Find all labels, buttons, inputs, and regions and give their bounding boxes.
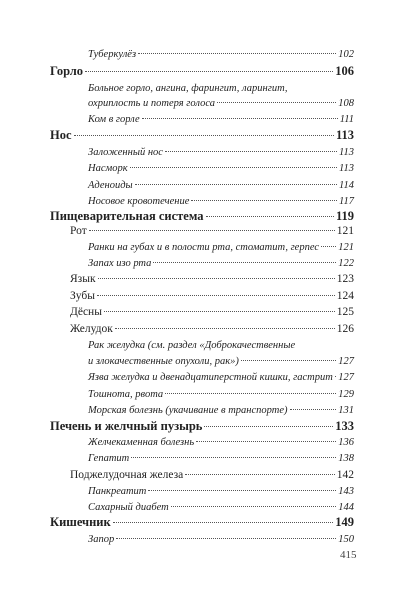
toc-entry bbox=[88, 146, 354, 159]
toc-entry-page: 143 bbox=[338, 486, 354, 497]
toc-entry-page: 150 bbox=[338, 534, 354, 545]
toc-entry-title: Аденоиды bbox=[88, 180, 133, 191]
toc-section-page: 106 bbox=[335, 64, 354, 78]
toc-entry-title: Тошнота, рвота bbox=[88, 389, 164, 400]
toc-section-title: Нос bbox=[50, 128, 72, 142]
toc-subsection-title: Язык bbox=[70, 273, 96, 285]
dot-leader bbox=[153, 262, 336, 263]
toc-entry bbox=[88, 195, 354, 208]
dot-leader bbox=[89, 230, 335, 231]
toc-subsection bbox=[70, 469, 354, 482]
toc-entry-title-line1: Рак желудка (см. раздел «Доброкачественные bbox=[88, 340, 296, 351]
toc-entry-page: 113 bbox=[339, 147, 354, 158]
toc-entry bbox=[88, 404, 354, 417]
toc-entry-title: и злокачественные опухоли, рак») bbox=[88, 356, 239, 367]
dot-leader bbox=[204, 426, 333, 427]
toc-section-page: 119 bbox=[335, 209, 354, 223]
toc-entry-title: охриплость и потеря голоса bbox=[88, 98, 215, 109]
toc-section bbox=[50, 516, 354, 529]
dot-leader bbox=[206, 216, 334, 217]
toc-section bbox=[50, 129, 354, 142]
toc-subsection-title: Зубы bbox=[70, 290, 95, 302]
toc-entry-title: Панкреатит bbox=[88, 486, 147, 497]
dot-leader bbox=[217, 102, 336, 103]
toc-entry bbox=[88, 533, 354, 546]
toc-entry-page: 113 bbox=[339, 163, 354, 174]
dot-leader bbox=[335, 376, 336, 377]
dot-leader bbox=[241, 360, 336, 361]
toc-entry-page: 136 bbox=[338, 437, 354, 448]
toc-entry bbox=[88, 485, 354, 498]
dot-leader bbox=[115, 328, 335, 329]
toc-entry-title: Ранки на губах и в полости рта, стоматит, герпес bbox=[88, 242, 320, 253]
toc-entry-page: 127 bbox=[338, 356, 354, 367]
toc-entry-page: 121 bbox=[338, 242, 354, 253]
toc-subsection-page: 123 bbox=[336, 273, 354, 285]
dot-leader bbox=[135, 184, 337, 185]
dot-leader bbox=[104, 311, 335, 312]
toc-entry-page: 127 bbox=[338, 372, 354, 383]
toc-entry-title: Носовое кровотечение bbox=[88, 196, 190, 207]
dot-leader bbox=[165, 151, 337, 152]
toc-entry-page: 144 bbox=[338, 502, 354, 513]
toc-entry-page: 111 bbox=[339, 114, 354, 125]
toc-entry bbox=[88, 355, 354, 368]
toc-subsection-page: 121 bbox=[336, 225, 354, 237]
toc-entry bbox=[88, 241, 354, 254]
toc-section-title: Кишечник bbox=[50, 515, 111, 529]
toc-entry-page: 114 bbox=[339, 180, 354, 191]
toc-subsection-page: 142 bbox=[336, 469, 354, 481]
toc-section bbox=[50, 210, 354, 223]
toc-entry bbox=[88, 179, 354, 192]
toc-entry-page: 102 bbox=[338, 49, 354, 60]
toc-entry bbox=[88, 371, 354, 384]
toc-entry bbox=[88, 388, 354, 401]
page-number: 415 bbox=[340, 549, 357, 561]
toc-subsection bbox=[70, 290, 354, 303]
dot-leader bbox=[97, 295, 335, 296]
toc-entry-page: 108 bbox=[338, 98, 354, 109]
dot-leader bbox=[290, 409, 337, 410]
toc-entry-title: Язва желудка и двенадцатиперстной кишки, гастрит bbox=[88, 372, 333, 383]
toc-subsection-title: Поджелудочная железа bbox=[70, 469, 184, 481]
toc-entry-page: 138 bbox=[338, 453, 354, 464]
dot-leader bbox=[171, 506, 337, 507]
dot-leader bbox=[185, 474, 334, 475]
toc-subsection-title: Рот bbox=[70, 225, 87, 237]
dot-leader bbox=[196, 441, 336, 442]
toc-entry bbox=[88, 162, 354, 175]
toc-subsection bbox=[70, 273, 354, 286]
toc-entry-line1 bbox=[88, 339, 354, 352]
toc-entry bbox=[88, 436, 354, 449]
dot-leader bbox=[191, 200, 337, 201]
toc-entry-title: Гепатит bbox=[88, 453, 130, 464]
toc-entry bbox=[88, 501, 354, 514]
toc-entry-title: Заложенный нос bbox=[88, 147, 163, 158]
toc-entry bbox=[88, 48, 354, 61]
toc-entry-title: Туберкулёз bbox=[88, 49, 137, 60]
toc-section-page: 149 bbox=[335, 515, 354, 529]
dot-leader bbox=[321, 246, 336, 247]
toc-subsection bbox=[70, 306, 354, 319]
toc-entry-line1 bbox=[88, 82, 354, 95]
toc-subsection-page: 125 bbox=[336, 306, 354, 318]
toc-entry bbox=[88, 113, 354, 126]
toc-entry-title: Насморк bbox=[88, 163, 128, 174]
dot-leader bbox=[138, 53, 336, 54]
dot-leader bbox=[116, 538, 336, 539]
toc-entry-title: Запор bbox=[88, 534, 115, 545]
toc-subsection bbox=[70, 323, 354, 336]
toc-section-title: Пищеварительная система bbox=[50, 209, 204, 223]
dot-leader bbox=[148, 490, 336, 491]
toc-entry-title: Сахарный диабет bbox=[88, 502, 169, 513]
toc-subsection-page: 126 bbox=[336, 323, 354, 335]
dot-leader bbox=[142, 118, 338, 119]
dot-leader bbox=[98, 278, 335, 279]
toc-entry bbox=[88, 97, 354, 110]
dot-leader bbox=[130, 167, 337, 168]
toc-subsection-title: Желудок bbox=[70, 323, 113, 335]
toc-entry-page: 131 bbox=[338, 405, 354, 416]
toc-subsection-page: 124 bbox=[336, 290, 354, 302]
toc-section bbox=[50, 65, 354, 78]
dot-leader bbox=[113, 522, 334, 523]
toc-entry-page: 129 bbox=[338, 389, 354, 400]
toc-entry bbox=[88, 452, 354, 465]
toc-subsection-title: Дёсны bbox=[70, 306, 102, 318]
toc-subsection bbox=[70, 225, 354, 238]
toc-entry-title: Желчекаменная болезнь bbox=[88, 437, 195, 448]
toc-section-page: 113 bbox=[335, 128, 354, 142]
toc-entry-title: Запах изо рта bbox=[88, 258, 152, 269]
dot-leader bbox=[74, 135, 334, 136]
dot-leader bbox=[85, 71, 333, 72]
toc-entry-title: Ком в горле bbox=[88, 114, 140, 125]
toc-section-title: Горло bbox=[50, 64, 84, 78]
toc-section-title: Печень и желчный пузырь bbox=[50, 419, 203, 433]
toc-entry bbox=[88, 257, 354, 270]
toc-section-page: 133 bbox=[335, 419, 354, 433]
toc-entry-title: Морская болезнь (укачивание в транспорте) bbox=[88, 405, 288, 416]
toc-entry-page: 117 bbox=[339, 196, 354, 207]
toc-entry-title-line1: Больное горло, ангина, фарингит, ларингит, bbox=[88, 83, 288, 94]
toc-entry-page: 122 bbox=[338, 258, 354, 269]
dot-leader bbox=[165, 393, 336, 394]
toc-section bbox=[50, 420, 354, 433]
dot-leader bbox=[131, 457, 336, 458]
